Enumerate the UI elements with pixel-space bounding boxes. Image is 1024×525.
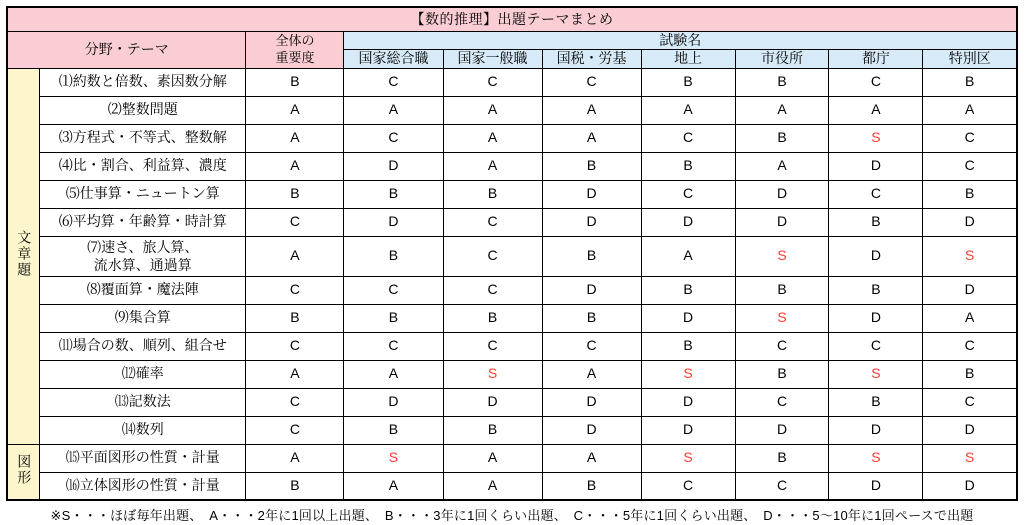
table-row <box>7 180 1017 208</box>
cell-grade: S <box>344 444 443 472</box>
cell-grade: D <box>923 276 1017 304</box>
cell-grade: S <box>735 304 829 332</box>
header-exam-2: 国税・労基 <box>542 50 641 69</box>
cell-grade: C <box>829 180 923 208</box>
header-exam-0: 国家総合職 <box>344 50 443 69</box>
table-row <box>7 304 1017 332</box>
group-label-bunshoudai <box>7 68 40 444</box>
header-exam-name: 試験名 <box>344 31 1017 50</box>
cell-grade: B <box>735 360 829 388</box>
row-theme-line2: 流水算、通過算 <box>93 257 192 273</box>
cell-grade: C <box>344 124 443 152</box>
cell-grade: B <box>542 304 641 332</box>
cell-grade: B <box>923 68 1017 96</box>
cell-grade: S <box>443 360 542 388</box>
table-header-row-1 <box>7 31 1017 50</box>
cell-grade: C <box>923 332 1017 360</box>
header-exam-5: 都庁 <box>829 50 923 69</box>
cell-grade: C <box>344 332 443 360</box>
cell-grade: D <box>923 472 1017 500</box>
cell-grade: A <box>923 96 1017 124</box>
cell-grade: D <box>641 388 735 416</box>
row-importance: A <box>246 236 344 276</box>
cell-grade: D <box>542 208 641 236</box>
row-importance: A <box>246 360 344 388</box>
cell-grade: B <box>735 444 829 472</box>
row-theme: ⑷比・割合、利益算、濃度 <box>40 152 246 180</box>
cell-grade: C <box>443 208 542 236</box>
table-row <box>7 152 1017 180</box>
table-row <box>7 124 1017 152</box>
cell-grade: A <box>829 96 923 124</box>
row-importance: B <box>246 304 344 332</box>
cell-grade: A <box>735 96 829 124</box>
cell-grade: B <box>735 68 829 96</box>
table-row <box>7 472 1017 500</box>
cell-grade: D <box>829 304 923 332</box>
cell-grade: A <box>542 444 641 472</box>
cell-grade: B <box>344 304 443 332</box>
cell-grade: A <box>923 304 1017 332</box>
header-overall-importance-line1: 全体の <box>275 33 315 49</box>
cell-grade: S <box>641 360 735 388</box>
header-exam-6: 特別区 <box>923 50 1017 69</box>
cell-grade: D <box>542 276 641 304</box>
row-theme: ⒃立体図形の性質・計量 <box>40 472 246 500</box>
cell-grade: D <box>829 152 923 180</box>
cell-grade: D <box>641 416 735 444</box>
row-importance: C <box>246 276 344 304</box>
cell-grade: S <box>923 236 1017 276</box>
cell-grade: C <box>829 332 923 360</box>
cell-grade: B <box>344 236 443 276</box>
cell-grade: D <box>829 236 923 276</box>
cell-grade: A <box>542 96 641 124</box>
row-theme: ⑾場合の数、順列、組合せ <box>40 332 246 360</box>
cell-grade: D <box>344 208 443 236</box>
cell-grade: C <box>542 68 641 96</box>
header-exam-3: 地上 <box>641 50 735 69</box>
cell-grade: S <box>829 360 923 388</box>
cell-grade: C <box>443 332 542 360</box>
cell-grade: C <box>735 388 829 416</box>
cell-grade: B <box>443 304 542 332</box>
cell-grade: B <box>344 416 443 444</box>
cell-grade: A <box>443 152 542 180</box>
table-row <box>7 208 1017 236</box>
row-importance: A <box>246 124 344 152</box>
cell-grade: S <box>829 444 923 472</box>
row-theme <box>40 236 246 276</box>
row-theme: ⑵整数問題 <box>40 96 246 124</box>
cell-grade: A <box>443 96 542 124</box>
cell-grade: B <box>344 180 443 208</box>
cell-grade: C <box>443 68 542 96</box>
cell-grade: D <box>829 472 923 500</box>
row-theme: ⒁数列 <box>40 416 246 444</box>
cell-grade: D <box>923 208 1017 236</box>
header-exam-1: 国家一般職 <box>443 50 542 69</box>
header-overall-importance-line2: 重要度 <box>275 49 315 65</box>
cell-grade: A <box>344 96 443 124</box>
row-importance: A <box>246 444 344 472</box>
cell-grade: B <box>443 180 542 208</box>
cell-grade: B <box>829 388 923 416</box>
table-row <box>7 444 1017 472</box>
cell-grade: B <box>829 276 923 304</box>
cell-grade: B <box>641 68 735 96</box>
cell-grade: D <box>829 416 923 444</box>
page-title: 【数的推理】出題テーマまとめ <box>7 7 1017 31</box>
cell-grade: B <box>923 360 1017 388</box>
cell-grade: C <box>344 68 443 96</box>
cell-grade: C <box>923 388 1017 416</box>
row-theme-line1: ⑺速さ、旅人算、 <box>87 238 199 255</box>
row-theme: ⑴約数と倍数、素因数分解 <box>40 68 246 96</box>
row-theme: ⒂平面図形の性質・計量 <box>40 444 246 472</box>
cell-grade: D <box>641 208 735 236</box>
cell-grade: D <box>344 152 443 180</box>
row-importance: B <box>246 472 344 500</box>
row-importance: A <box>246 152 344 180</box>
cell-grade: D <box>344 388 443 416</box>
cell-grade: D <box>735 180 829 208</box>
table-row <box>7 388 1017 416</box>
row-theme: ⑶方程式・不等式、整数解 <box>40 124 246 152</box>
cell-grade: C <box>542 332 641 360</box>
cell-grade: C <box>923 124 1017 152</box>
cell-grade: A <box>344 472 443 500</box>
row-importance: B <box>246 68 344 96</box>
header-exam-4: 市役所 <box>735 50 829 69</box>
cell-grade: D <box>641 304 735 332</box>
cell-grade: A <box>641 96 735 124</box>
cell-grade: S <box>735 236 829 276</box>
cell-grade: C <box>641 472 735 500</box>
cell-grade: B <box>641 276 735 304</box>
group-label-zukei <box>7 444 40 500</box>
legend-footnote: ※S・・・ほぼ毎年出題、 A・・・2年に1回以上出題、 B・・・3年に1回くらい出題、 C・・・5年に1回くらい出題、 D・・・5〜10年に1回ペースで出題 <box>50 508 974 523</box>
cell-grade: A <box>443 124 542 152</box>
cell-grade: A <box>542 360 641 388</box>
row-importance: C <box>246 416 344 444</box>
table-title-row <box>7 7 1017 31</box>
row-importance: C <box>246 332 344 360</box>
cell-grade: C <box>443 276 542 304</box>
row-theme: ⑸仕事算・ニュートン算 <box>40 180 246 208</box>
cell-grade: D <box>443 388 542 416</box>
group-label-text: 文章題 <box>16 229 33 278</box>
header-field-theme: 分野・テーマ <box>7 31 246 68</box>
cell-grade: C <box>829 68 923 96</box>
row-importance: C <box>246 388 344 416</box>
cell-grade: C <box>641 180 735 208</box>
table-row <box>7 360 1017 388</box>
cell-grade: A <box>443 472 542 500</box>
cell-grade: S <box>829 124 923 152</box>
cell-grade: C <box>923 152 1017 180</box>
cell-grade: C <box>735 472 829 500</box>
cell-grade: B <box>641 152 735 180</box>
row-theme: ⒀記数法 <box>40 388 246 416</box>
cell-grade: B <box>542 472 641 500</box>
header-overall-importance <box>246 31 344 68</box>
row-importance: C <box>246 208 344 236</box>
cell-grade: C <box>344 276 443 304</box>
cell-grade: S <box>923 444 1017 472</box>
table-row <box>7 236 1017 276</box>
cell-grade: C <box>443 236 542 276</box>
table-row <box>7 332 1017 360</box>
cell-grade: D <box>923 416 1017 444</box>
cell-grade: B <box>735 124 829 152</box>
cell-grade: B <box>923 180 1017 208</box>
row-theme: ⑿確率 <box>40 360 246 388</box>
row-importance: A <box>246 96 344 124</box>
cell-grade: A <box>443 444 542 472</box>
cell-grade: D <box>735 208 829 236</box>
cell-grade: B <box>641 332 735 360</box>
cell-grade: B <box>542 152 641 180</box>
cell-grade: A <box>344 360 443 388</box>
cell-grade: S <box>641 444 735 472</box>
cell-grade: A <box>641 236 735 276</box>
cell-grade: D <box>542 416 641 444</box>
group-label-text: 図形 <box>16 453 33 486</box>
cell-grade: C <box>735 332 829 360</box>
exam-theme-table <box>6 6 1018 501</box>
row-theme: ⑹平均算・年齢算・時計算 <box>40 208 246 236</box>
row-importance: B <box>246 180 344 208</box>
cell-grade: C <box>641 124 735 152</box>
table-row <box>7 96 1017 124</box>
cell-grade: B <box>542 236 641 276</box>
cell-grade: B <box>443 416 542 444</box>
cell-grade: B <box>829 208 923 236</box>
table-row <box>7 276 1017 304</box>
cell-grade: D <box>542 388 641 416</box>
cell-grade: B <box>735 276 829 304</box>
cell-grade: A <box>735 152 829 180</box>
row-theme: ⑻覆面算・魔法陣 <box>40 276 246 304</box>
table-row <box>7 416 1017 444</box>
cell-grade: D <box>735 416 829 444</box>
cell-grade: D <box>542 180 641 208</box>
row-theme: ⑼集合算 <box>40 304 246 332</box>
cell-grade: A <box>542 124 641 152</box>
table-row <box>7 68 1017 96</box>
